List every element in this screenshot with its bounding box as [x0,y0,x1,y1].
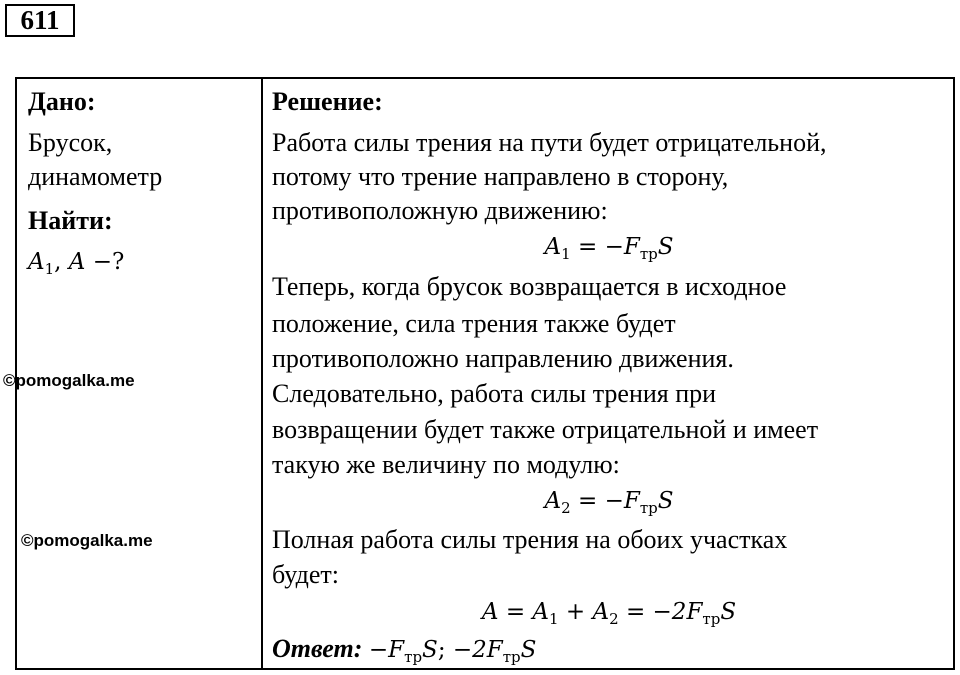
column-divider [261,79,263,668]
equation-1: $A_1 = -F_{тр}S$ [544,234,674,263]
problem-number: 611 [5,4,75,37]
equation-2: $A_2 = -F_{тр}S$ [544,488,674,517]
watermark: ©pomogalka.me [3,371,135,390]
solution-line: возвращении будет также отрицательной и имеет [272,415,819,444]
solution-line: будет: [272,560,339,589]
solution-line: потому что трение направлено в сторону, [272,162,729,191]
solution-line: положение, сила трения также будет [272,309,676,338]
find-value: $A_1$, A −? [28,249,125,278]
solution-line: такую же величину по модулю: [272,450,620,479]
solution-line: Работа силы трения на пути будет отрицательной, [272,128,827,157]
given-heading: Дано: [28,87,96,116]
solution-line: противоположно направлению движения. [272,344,734,373]
equation-3: $A = A_1 + A_2 = -2F_{тр}S$ [481,599,737,628]
solution-line: Теперь, когда брусок возвращается в исходное [272,272,787,301]
solution-line: Полная работа силы трения на обоих участках [272,525,788,554]
given-item: динамометр [28,162,163,191]
solution-line: противоположную движению: [272,196,608,225]
watermark: ©pomogalka.me [21,531,153,550]
find-heading: Найти: [28,206,113,235]
answer-value: $-F_{тр}S$; $-2F_{тр}S$ [368,637,537,666]
solution-line: Следовательно, работа силы трения при [272,379,717,408]
answer-label: Ответ: [272,634,363,663]
answer-line [272,632,536,674]
given-item: Брусок, [28,128,113,157]
solution-table [15,77,955,670]
solution-heading: Решение: [272,87,383,116]
